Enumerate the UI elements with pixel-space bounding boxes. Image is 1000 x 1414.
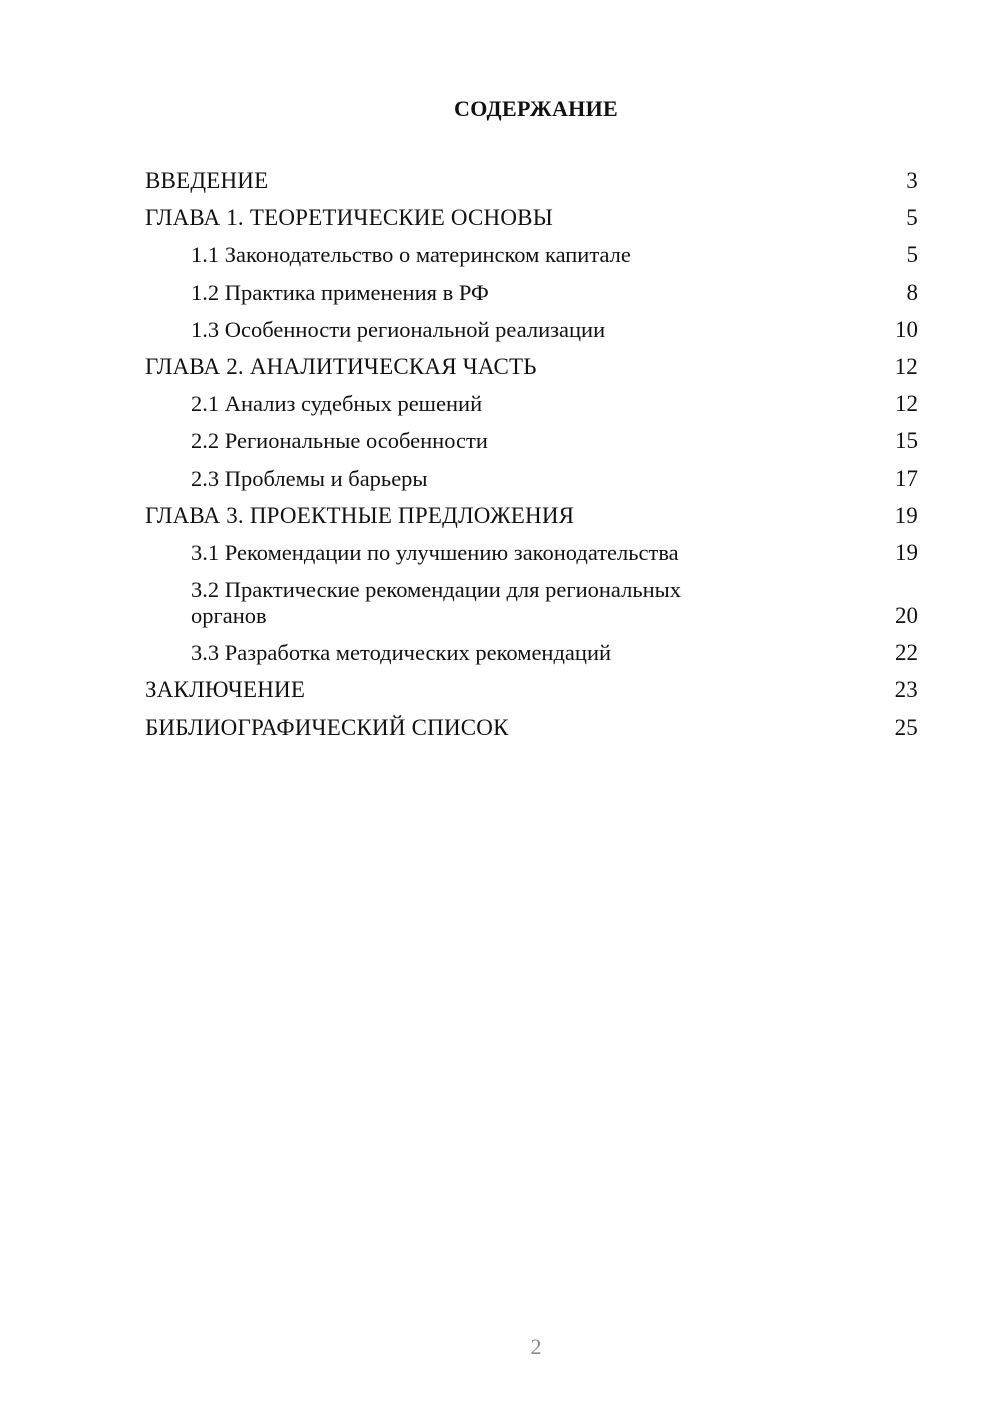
toc-entry-text: 1.3 Особенности региональной реализации — [191, 316, 606, 342]
toc-entry-bibliography — [145, 715, 918, 741]
toc-entry-page: 19 — [894, 502, 918, 528]
toc-entry-chapter-2 — [145, 354, 918, 380]
toc-entry-section-3-3 — [145, 640, 918, 666]
toc-entry-page: 5 — [906, 242, 918, 268]
toc-entry-text: 2.1 Анализ судебных решений — [191, 391, 483, 417]
toc-entry-page: 10 — [895, 316, 918, 342]
toc-entry-text: 3.3 Разработка методических рекомендаций — [191, 640, 612, 666]
toc-entry-text: ГЛАВА 2. АНАЛИТИЧЕСКАЯ ЧАСТЬ — [145, 353, 537, 379]
toc-entry-section-1-3 — [145, 317, 918, 343]
toc-entry-text: ВВЕДЕНИЕ — [145, 168, 269, 193]
toc-entry-text: ГЛАВА 1. ТЕОРЕТИЧЕСКИЕ ОСНОВЫ — [145, 205, 553, 231]
toc-entry-conclusion — [145, 677, 918, 703]
toc-entry-section-1-2 — [145, 280, 918, 306]
toc-entry-text: ЗАКЛЮЧЕНИЕ — [145, 677, 306, 703]
toc-entry-section-2-2 — [145, 428, 918, 454]
toc-entry-text: ГЛАВА 3. ПРОЕКТНЫЕ ПРЕДЛОЖЕНИЯ — [145, 502, 575, 528]
toc-entry-page: 25 — [894, 714, 918, 740]
toc-entry-text: 2.3 Проблемы и барьеры — [191, 465, 428, 491]
toc-entry-page: 19 — [895, 539, 918, 565]
toc-entry-section-2-3 — [145, 466, 918, 492]
toc-entry-section-3-1 — [145, 540, 918, 566]
toc-entry-text: 3.2 Практические рекомендации для региональных органов — [191, 577, 682, 629]
toc-entry-page: 5 — [906, 205, 918, 231]
toc-entry-page: 8 — [906, 279, 918, 305]
toc-entry-page: 23 — [894, 677, 918, 703]
toc-entry-page: 17 — [895, 465, 918, 491]
page-number: 2 — [530, 1334, 542, 1359]
toc-entry-text: 2.2 Региональные особенности — [191, 428, 488, 454]
toc-entry-chapter-3 — [145, 503, 918, 529]
toc-entry-introduction — [145, 168, 918, 194]
toc-entry-text: 3.1 Рекомендации по улучшению законодательства — [191, 539, 679, 565]
toc-entry-text: 1.2 Практика применения в РФ — [191, 279, 489, 305]
toc-entry-page: 22 — [895, 640, 918, 666]
table-of-contents — [145, 168, 918, 752]
toc-entry-text: БИБЛИОГРАФИЧЕСКИЙ СПИСОК — [145, 714, 509, 740]
toc-entry-section-1-1 — [145, 242, 918, 268]
toc-entry-page: 3 — [906, 168, 918, 193]
toc-entry-page: 15 — [895, 428, 918, 454]
page-title: СОДЕРЖАНИЕ — [454, 96, 618, 121]
toc-entry-page: 20 — [895, 603, 918, 629]
toc-entry-text: 1.1 Законодательство о материнском капитале — [191, 242, 631, 268]
toc-entry-chapter-1 — [145, 205, 918, 231]
toc-entry-section-3-2 — [145, 577, 918, 629]
toc-entry-page: 12 — [895, 391, 918, 417]
toc-entry-section-2-1 — [145, 391, 918, 417]
toc-entry-page: 12 — [894, 353, 918, 379]
